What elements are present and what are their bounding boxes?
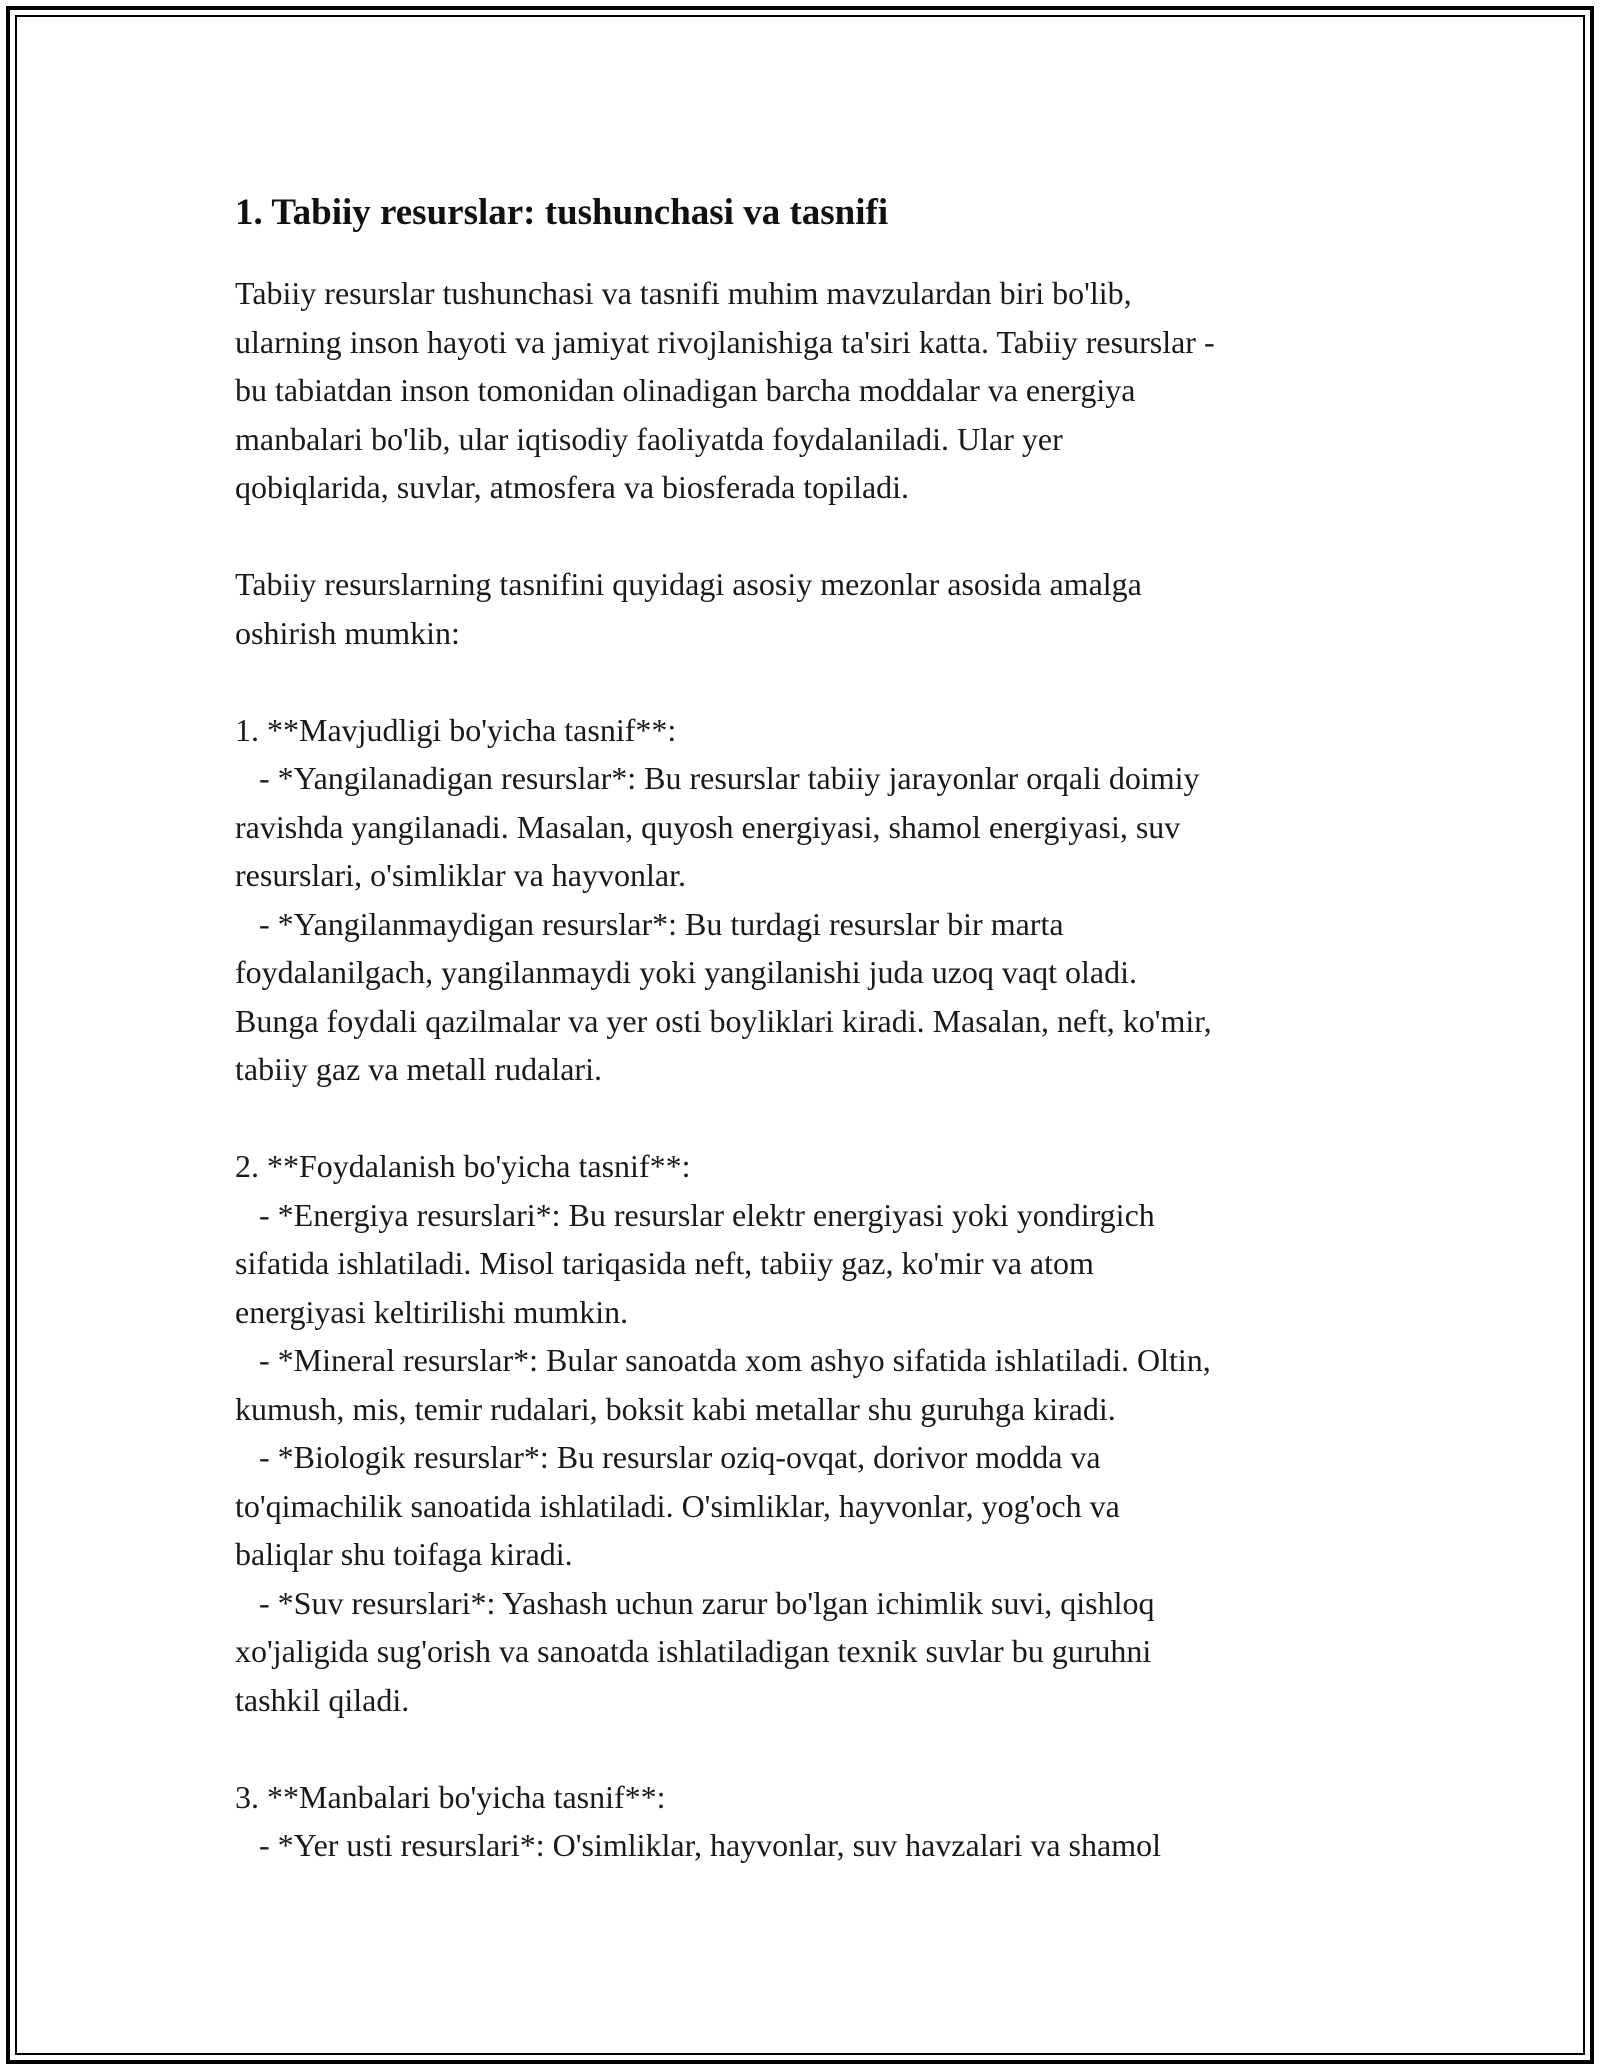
paragraph-gap	[235, 657, 1385, 706]
paragraph-gap	[235, 512, 1385, 561]
section-sources: 3. **Manbalari bo'yicha tasnif**: - *Yer usti resurslari*: O'simliklar, hayvonlar, suv havzalari va shamol	[235, 1778, 1161, 1863]
paragraph-gap	[235, 1094, 1385, 1143]
section-usage: 2. **Foydalanish bo'yicha tasnif**: - *Energiya resurslari*: Bu resurslar elektr energiyasi yoki yondirgich sifatida ishlatiladi. Misol tariqasida neft, tabiiy gaz, ko'mir va atom energiyasi keltirilishi mumkin. - *Mineral resurslar*: Bular sanoatda xom ashyo sifatida ishlatiladi. Oltin, kumush, mis, temir rudalari, boksit kabi metallar shu guruhga kiradi. - *Biologik resurslar*: Bu resurslar oziq-ovqat, dorivor modda va to'qimachilik sanoatida ishlatiladi. O'simliklar, hayvonlar, yog'och va baliqlar shu toifaga kiradi. - *Suv resurslari*: Yashash uchun zarur bo'lgan ichimlik suvi, qishloq xo'jaligida sug'orish va sanoatda ishlatiladigan texnik suvlar bu guruhni tashkil qiladi.	[235, 1148, 1211, 1718]
paragraph-classification-intro: Tabiiy resurslarning tasnifini quyidagi asosiy mezonlar asosida amalga oshirish mumkin:	[235, 566, 1142, 651]
paragraph-intro: Tabiiy resurslar tushunchasi va tasnifi muhim mavzulardan biri bo'lib, ularning inson hayoti va jamiyat rivojlanishiga ta'siri katta. Tabiiy resurslar - bu tabiatdan inson tomonidan olinadigan barcha moddalar va energiya manbalari bo'lib, ular iqtisodiy faoliyatda foydalaniladi. Ular yer qobiqlarida, suvlar, atmosfera va biosferada topiladi.	[235, 275, 1215, 505]
paragraph-gap	[235, 1724, 1385, 1773]
section-availability: 1. **Mavjudligi bo'yicha tasnif**: - *Yangilanadigan resurslar*: Bu resurslar tabiiy jarayonlar orqali doimiy ravishda yangilanadi. Masalan, quyosh energiyasi, shamol energiyasi, suv resurslari, o'simliklar va hayvonlar. - *Yangilanmaydigan resurslar*: Bu turdagi resurslar bir marta foydalanilgach, yangilanmaydi yoki yangilanishi juda uzoq vaqt oladi. Bunga foydali qazilmalar va yer osti boyliklari kiradi. Masalan, neft, ko'mir, tabiiy gaz va metall rudalari.	[235, 711, 1212, 1087]
document-title: 1. Tabiiy resurslar: tushunchasi va tasnifi	[235, 192, 889, 233]
document-content	[235, 185, 1385, 1870]
